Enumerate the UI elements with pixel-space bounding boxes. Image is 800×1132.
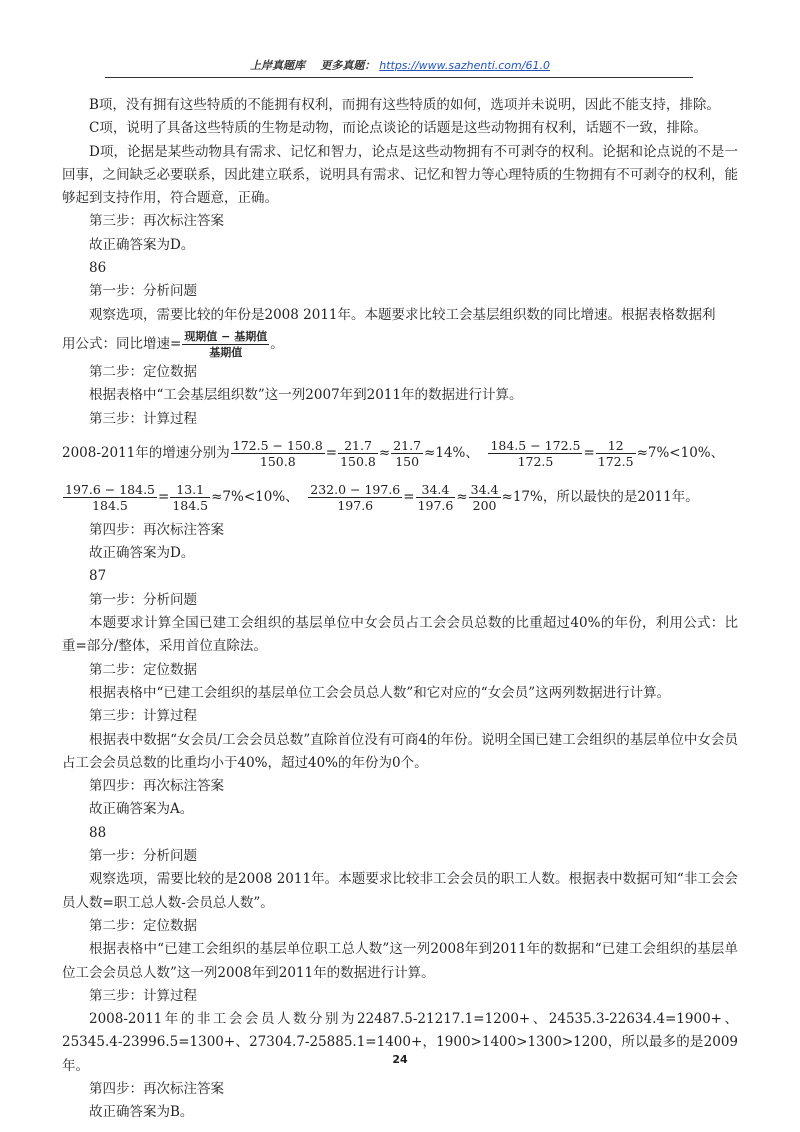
- formula-numerator: 现期值 − 基期值: [184, 329, 268, 343]
- page-content: [62, 94, 738, 1125]
- numerator: 13.1: [170, 482, 210, 498]
- answer-line: 故正确答案为B。: [89, 1104, 194, 1121]
- formula-suffix: 。: [270, 335, 284, 352]
- step-heading: 第三步：再次标注答案: [89, 213, 224, 230]
- paragraph: B项，没有拥有这些特质的不能拥有权利，而拥有这些特质的如何，选项并未说明，因此不能支持，排除。: [89, 97, 720, 113]
- question-number: 86: [89, 260, 107, 277]
- formula-line: [62, 327, 738, 361]
- paragraph: D项，论据是某些动物具有需求、记忆和智力，论点是这些动物拥有不可剥夺的权利。论据和论点说的不是一回事，之间缺乏必要联系，因此建立联系，说明具有需求、记忆和智力等心理特质的生物拥有不可剥夺的权利，能够起到支持作用，符合题意，正确。: [62, 143, 738, 207]
- denominator: 184.5: [92, 497, 128, 513]
- fraction: [63, 482, 157, 513]
- denominator: 200: [472, 497, 497, 513]
- numerator: 21.7: [338, 438, 378, 454]
- formula-prefix: 用公式：同比增速=: [62, 335, 182, 352]
- step-heading: 第一步：分析问题: [89, 848, 197, 865]
- fraction: [416, 482, 456, 513]
- numerator: 184.5 − 172.5: [490, 437, 581, 453]
- calc-prefix: 2008-2011年的增速分别为: [62, 444, 230, 461]
- fraction: [170, 482, 210, 513]
- calc-text: ≈7%<10%、: [211, 488, 299, 505]
- fraction: [596, 438, 636, 469]
- step-heading: 第四步：再次标注答案: [89, 1080, 224, 1097]
- step-heading: 第四步：再次标注答案: [89, 778, 224, 795]
- answer-line: 故正确答案为A。: [89, 801, 194, 818]
- numerator: 34.4: [416, 482, 456, 498]
- step-heading: 第二步：定位数据: [89, 363, 197, 380]
- step-heading: 第三步：计算过程: [89, 987, 197, 1004]
- step-heading: 第一步：分析问题: [89, 283, 197, 300]
- paragraph: 本题要求计算全国已建工会组织的基层单位中女会员占工会会员总数的比重超过40%的年份，利用公式：比重=部分/整体，采用首位直除法。: [62, 615, 738, 655]
- formula-denominator: 基期值: [209, 345, 243, 359]
- denominator: 197.6: [417, 497, 454, 513]
- answer-line: 故正确答案为D。: [89, 545, 195, 562]
- step-heading: 第二步：定位数据: [89, 917, 197, 934]
- answer-line: 故正确答案为D。: [89, 236, 195, 253]
- calc-line-2: $\frac{197.6 - 184.5}{184.5}$ = $\frac{13.1}{184.5}$ ≈7%<10%、 $\frac{232.0 - 197.6}{197.6}$ = $\frac{34.4}{197.6}$ ≈ $\frac{34.4}{200}$ ≈17%，所以最快的是2011年。: [65, 481, 699, 513]
- paragraph: 观察选项，需要比较的是2008 2011年。本题要求比较非工会会员的职工人数。根据表中数据可知“非工会会员人数=职工总人数-会员总人数”。: [62, 871, 738, 911]
- question-number: 87: [89, 568, 107, 585]
- paragraph: 观察选项，需要比较的年份是2008 2011年。本题要求比较工会基层组织数的同比增速。根据表格数据利: [89, 306, 716, 323]
- numerator: 21.7: [393, 437, 422, 453]
- page-number: 24: [392, 1053, 408, 1066]
- paragraph: 2008-2011年的非工会会员人数分别为22487.5-21217.1=1200+、24535.3-22634.4=1900+、25345.4-23996.5=1300+、27304.7-25885.1=1400+，1900>1400>1300>1200，所以最多的是2009年。: [62, 1011, 738, 1074]
- calc-text: ≈14%、: [424, 444, 479, 461]
- site-name: 上岸真题库: [250, 59, 306, 72]
- denominator: 172.5: [597, 453, 634, 469]
- numerator: 12: [596, 438, 636, 454]
- numerator: 197.6 − 184.5: [65, 481, 155, 497]
- step-heading: 第三步：计算过程: [89, 708, 197, 725]
- calc-line-1: 2008-2011年的增速分别为 $\frac{172.5 - 150.8}{150.8}$ = $\frac{21.7}{150.8}$ ≈ $\frac{21.7}{150}$ ≈14%、 $\frac{184.5 - 172.5}{172.5}$ = $\frac{12}{172.5}$ ≈7%<10%、: [62, 437, 725, 469]
- fraction: [338, 438, 378, 469]
- denominator: 150.8: [340, 453, 376, 469]
- fraction: [469, 482, 501, 513]
- calc-text: ≈7%<10%、: [636, 444, 725, 461]
- formula-fraction: [182, 329, 269, 360]
- question-number: 88: [89, 824, 107, 841]
- paragraph: 根据表格中“已建工会组织的基层单位职工总人数”这一列2008年到2011年的数据和“已建工会组织的基层单位工会会员总人数”这一列2008年到2011年的数据进行计算。: [62, 941, 738, 981]
- paragraph: 根据表中数据“女会员/工会会员总数”直除首位没有可商4的年份。说明全国已建工会组织的基层单位中女会员占工会会员总数的比重均小于40%，超过40%的年份为0个。: [62, 731, 738, 771]
- denominator: 197.6: [337, 497, 374, 513]
- calc-text: ≈17%，所以最快的是2011年。: [501, 488, 699, 505]
- header-link[interactable]: https://www.sazhenti.com/61.0: [379, 59, 550, 72]
- step-heading: 第三步：计算过程: [89, 410, 197, 427]
- step-heading: 第二步：定位数据: [89, 661, 197, 678]
- denominator: 150: [395, 453, 420, 469]
- numerator: 172.5 − 150.8: [232, 437, 323, 453]
- numerator: 232.0 − 197.6: [310, 481, 401, 497]
- step-heading: 第一步：分析问题: [89, 591, 197, 608]
- fraction: [231, 438, 325, 469]
- denominator: 184.5: [172, 497, 209, 513]
- paragraph: 根据表格中“工会基层组织数”这一列2007年到2011年的数据进行计算。: [89, 387, 523, 404]
- step-heading: 第四步：再次标注答案: [89, 521, 224, 538]
- more-label: 更多真题：: [320, 59, 376, 72]
- fraction: [308, 482, 402, 513]
- paragraph: 根据表格中“已建工会组织的基层单位工会会员总人数”和它对应的“女会员”这两列数据进行计算。: [89, 684, 671, 701]
- header-rule: [105, 77, 693, 78]
- numerator: 34.4: [470, 481, 499, 497]
- page-header: [0, 57, 800, 73]
- denominator: 172.5: [517, 453, 554, 469]
- denominator: 150.8: [259, 453, 296, 469]
- fraction: [488, 438, 582, 469]
- fraction: [391, 438, 423, 469]
- paragraph: C项，说明了具备这些特质的生物是动物，而论点谈论的话题是这些动物拥有权利，话题不一致，排除。: [89, 120, 707, 137]
